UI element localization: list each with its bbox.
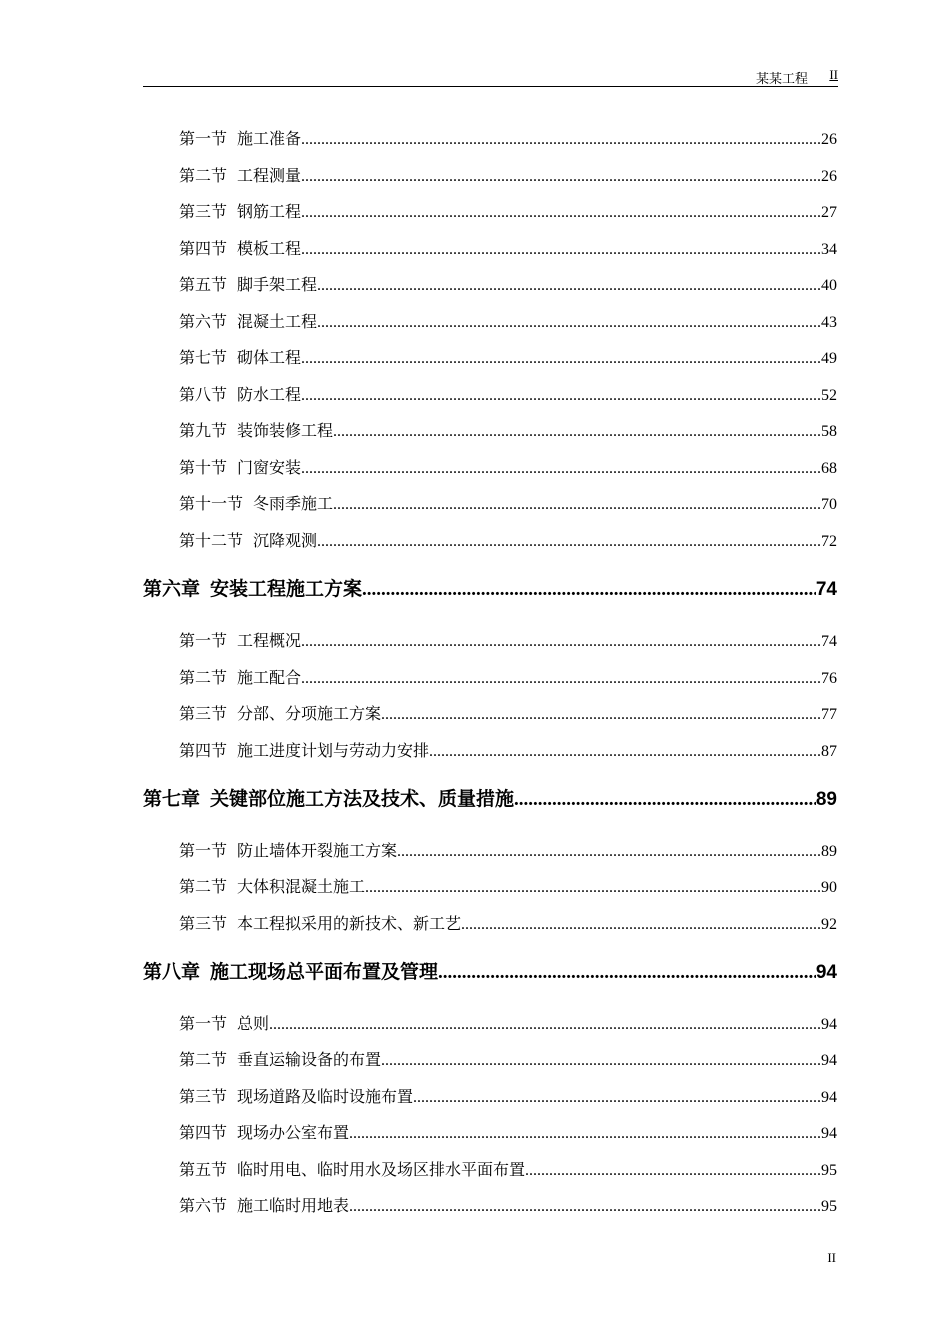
toc-dot-leader [317, 277, 821, 295]
toc-entry-label [179, 1120, 349, 1143]
toc-section-entry[interactable] [179, 701, 837, 724]
toc-entry-title: 模板工程 [237, 239, 302, 258]
toc-dot-leader [317, 314, 821, 332]
toc-entry-label [179, 911, 461, 934]
toc-chapter-entry[interactable] [143, 957, 837, 984]
toc-page-number: 26 [821, 131, 837, 148]
toc-page-number: 94 [821, 1016, 837, 1033]
toc-page-number: 95 [821, 1162, 837, 1179]
toc-entry-number: 第三节 [179, 914, 228, 933]
toc-entry-label [179, 272, 317, 295]
toc-section-entry[interactable] [179, 236, 837, 259]
toc-entry-label [143, 574, 362, 601]
toc-section-entry[interactable] [179, 491, 837, 514]
toc-entry-number: 第十节 [179, 458, 228, 477]
toc-page-number: 72 [821, 533, 837, 550]
toc-dot-leader [333, 496, 821, 514]
toc-entry-title: 防止墙体开裂施工方案 [237, 841, 398, 860]
toc-entry-number: 第六节 [179, 312, 228, 331]
toc-entry-title: 施工现场总平面布置及管理 [210, 961, 439, 983]
toc-entry-title: 垂直运输设备的布置 [237, 1050, 382, 1069]
toc-entry-number: 第五节 [179, 1160, 228, 1179]
toc-entry-number: 第二节 [179, 166, 228, 185]
toc-entry-title: 施工临时用地表 [237, 1196, 350, 1215]
toc-page-number: 43 [821, 314, 837, 331]
toc-entry-label [179, 163, 301, 186]
toc-section-entry[interactable] [179, 528, 837, 551]
toc-dot-leader [365, 879, 821, 897]
toc-entry-label [179, 236, 301, 259]
toc-entry-label [179, 491, 333, 514]
toc-section-entry[interactable] [179, 163, 837, 186]
toc-section-entry[interactable] [179, 199, 837, 222]
toc-page-number: 94 [815, 962, 837, 983]
toc-entry-label [179, 345, 301, 368]
toc-entry-label [179, 665, 301, 688]
toc-page-number: 92 [821, 916, 837, 933]
toc-section-entry[interactable] [179, 838, 837, 861]
toc-page-number: 89 [815, 789, 837, 810]
toc-page-number: 27 [821, 204, 837, 221]
toc-entry-label [179, 126, 301, 149]
toc-page-number: 70 [821, 496, 837, 513]
toc-entry-number: 第五节 [179, 275, 228, 294]
toc-section-entry[interactable] [179, 126, 837, 149]
toc-entry-title: 关键部位施工方法及技术、质量措施 [210, 788, 515, 810]
toc-chapter-entry[interactable] [143, 574, 837, 601]
toc-entry-title: 现场道路及临时设施布置 [237, 1087, 414, 1106]
toc-page-number: 95 [821, 1198, 837, 1215]
toc-section-entry[interactable] [179, 309, 837, 332]
toc-entry-title: 砌体工程 [237, 348, 302, 367]
toc-entry-number: 第七章 [143, 788, 201, 810]
toc-dot-leader [413, 1089, 821, 1107]
toc-page-number: 74 [821, 633, 837, 650]
footer-page-number: II [827, 1250, 836, 1265]
header-page-number: II [829, 67, 838, 82]
toc-entry-label [179, 382, 301, 405]
toc-entry-title: 临时用电、临时用水及场区排水平面布置 [237, 1160, 526, 1179]
toc-entry-title: 总则 [237, 1014, 270, 1033]
toc-entry-number: 第九节 [179, 421, 228, 440]
toc-dot-leader [317, 533, 821, 551]
toc-entry-label [179, 455, 301, 478]
toc-page-number: 74 [815, 579, 837, 600]
toc-entry-title: 施工准备 [237, 129, 302, 148]
toc-entry-label [143, 957, 438, 984]
toc-entry-number: 第一节 [179, 631, 228, 650]
toc-entry-number: 第二节 [179, 877, 228, 896]
toc-dot-leader [362, 579, 816, 601]
toc-dot-leader [301, 670, 821, 688]
toc-entry-label [179, 1084, 413, 1107]
toc-entry-label [179, 874, 365, 897]
toc-section-entry[interactable] [179, 345, 837, 368]
toc-page-number: 94 [821, 1125, 837, 1142]
toc-entry-label [179, 418, 333, 441]
toc-entry-number: 第八节 [179, 385, 228, 404]
toc-entry-number: 第一节 [179, 1014, 228, 1033]
toc-entry-number: 第四节 [179, 741, 228, 760]
toc-section-entry[interactable] [179, 382, 837, 405]
toc-entry-title: 防水工程 [237, 385, 302, 404]
toc-section-entry[interactable] [179, 272, 837, 295]
toc-page-number: 26 [821, 168, 837, 185]
toc-entry-number: 第一节 [179, 129, 228, 148]
toc-page-number: 90 [821, 879, 837, 896]
toc-entry-title: 沉降观测 [253, 531, 318, 550]
toc-section-entry[interactable] [179, 455, 837, 478]
toc-entry-label [179, 1011, 269, 1034]
toc-entry-number: 第四节 [179, 239, 228, 258]
toc-entry-label [179, 309, 317, 332]
toc-dot-leader [397, 843, 821, 861]
toc-entry-title: 安装工程施工方案 [210, 578, 363, 600]
toc-dot-leader [301, 633, 821, 651]
toc-entry-number: 第三节 [179, 202, 228, 221]
toc-section-entry[interactable] [179, 1047, 837, 1070]
toc-entry-title: 脚手架工程 [237, 275, 318, 294]
toc-dot-leader [301, 241, 821, 259]
toc-entry-title: 现场办公室布置 [237, 1123, 350, 1142]
toc-entry-number: 第八章 [143, 961, 201, 983]
toc-entry-title: 工程测量 [237, 166, 302, 185]
toc-entry-number: 第十二节 [179, 531, 244, 550]
toc-entry-number: 第六章 [143, 578, 201, 600]
toc-dot-leader [349, 1198, 821, 1216]
toc-entry-label [179, 528, 317, 551]
toc-entry-number: 第七节 [179, 348, 228, 367]
toc-entry-number: 第四节 [179, 1123, 228, 1142]
toc-section-entry[interactable] [179, 911, 837, 934]
toc-section-entry[interactable] [179, 1157, 837, 1180]
toc-section-entry[interactable] [179, 1011, 837, 1034]
toc-entry-title: 冬雨季施工 [253, 494, 334, 513]
toc-entry-title: 工程概况 [237, 631, 302, 650]
toc-entry-label [143, 784, 514, 811]
toc-page-number: 87 [821, 743, 837, 760]
toc-dot-leader [381, 706, 821, 724]
toc-section-entry[interactable] [179, 738, 837, 761]
toc-entry-number: 第六节 [179, 1196, 228, 1215]
toc-entry-title: 混凝土工程 [237, 312, 318, 331]
toc-section-entry[interactable] [179, 1084, 837, 1107]
toc-page-number: 40 [821, 277, 837, 294]
toc-entry-label [179, 1193, 349, 1216]
toc-entry-title: 门窗安装 [237, 458, 302, 477]
toc-section-entry[interactable] [179, 874, 837, 897]
toc-entry-label [179, 628, 301, 651]
toc-dot-leader [333, 423, 821, 441]
toc-dot-leader [438, 962, 816, 984]
toc-dot-leader [381, 1052, 821, 1070]
toc-dot-leader [429, 743, 821, 761]
toc-entry-number: 第一节 [179, 841, 228, 860]
toc-entry-label [179, 701, 381, 724]
toc-section-entry[interactable] [179, 628, 837, 651]
toc-page-number: 52 [821, 387, 837, 404]
toc-entry-number: 第十一节 [179, 494, 244, 513]
toc-dot-leader [301, 387, 821, 405]
toc-entry-label [179, 738, 429, 761]
toc-page-number: 94 [821, 1089, 837, 1106]
toc-entry-number: 第三节 [179, 1087, 228, 1106]
toc-dot-leader [301, 131, 821, 149]
toc-entry-title: 分部、分项施工方案 [237, 704, 382, 723]
toc-page-number: 58 [821, 423, 837, 440]
toc-entry-label [179, 1047, 381, 1070]
toc-entry-label [179, 838, 397, 861]
toc-dot-leader [301, 168, 821, 186]
toc-entry-title: 本工程拟采用的新技术、新工艺 [237, 914, 462, 933]
toc-page-number: 49 [821, 350, 837, 367]
toc-entry-number: 第三节 [179, 704, 228, 723]
toc-page-number: 89 [821, 843, 837, 860]
toc-page-number: 77 [821, 706, 837, 723]
header-title: 某某工程 [755, 72, 808, 87]
toc-page-number: 76 [821, 670, 837, 687]
toc-dot-leader [525, 1162, 821, 1180]
toc-entry-title: 施工进度计划与劳动力安排 [237, 741, 430, 760]
toc-page-number: 34 [821, 241, 837, 258]
toc-section-entry[interactable] [179, 665, 837, 688]
toc-dot-leader [461, 916, 821, 934]
toc-dot-leader [349, 1125, 821, 1143]
toc-entry-title: 钢筋工程 [237, 202, 302, 221]
toc-section-entry[interactable] [179, 418, 837, 441]
toc-page-number: 68 [821, 460, 837, 477]
page-header [143, 66, 838, 87]
toc-dot-leader [301, 350, 821, 368]
toc-entry-number: 第二节 [179, 668, 228, 687]
toc-chapter-entry[interactable] [143, 784, 837, 811]
toc-section-entry[interactable] [179, 1120, 837, 1143]
toc-dot-leader [301, 460, 821, 478]
toc-entry-number: 第二节 [179, 1050, 228, 1069]
toc-entry-label [179, 199, 301, 222]
toc-dot-leader [301, 204, 821, 222]
toc-entry-title: 大体积混凝土施工 [237, 877, 366, 896]
toc-dot-leader [514, 789, 816, 811]
toc-dot-leader [269, 1016, 821, 1034]
toc-page-number: 94 [821, 1052, 837, 1069]
toc-entry-title: 装饰装修工程 [237, 421, 334, 440]
toc-entry-title: 施工配合 [237, 668, 302, 687]
toc-section-entry[interactable] [179, 1193, 837, 1216]
toc-entry-label [179, 1157, 525, 1180]
